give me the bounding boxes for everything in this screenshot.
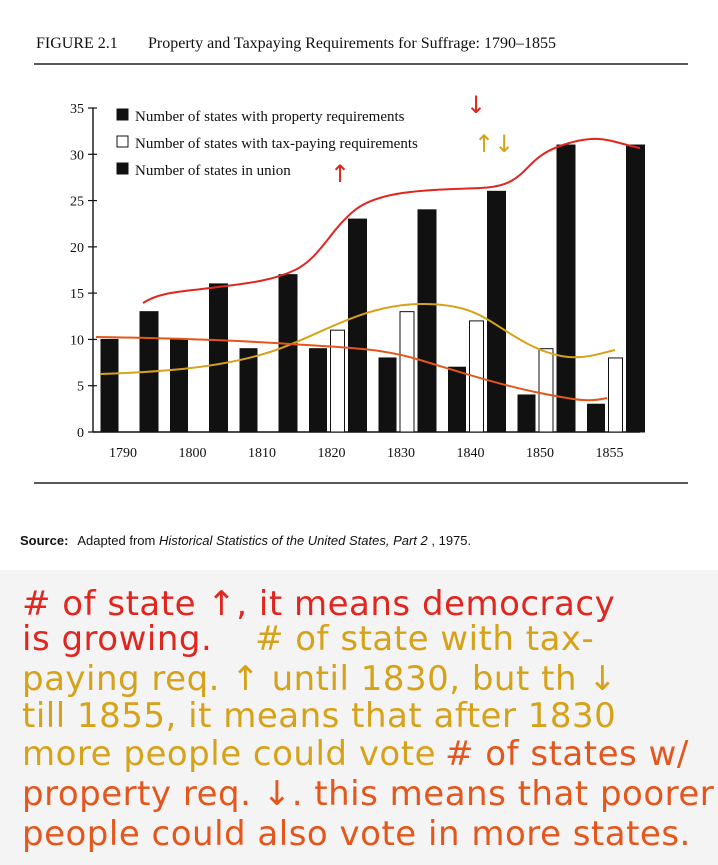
- legend-swatch: [117, 136, 128, 147]
- source-italic-title: Historical Statistics of the United States, Part 2: [158, 533, 428, 548]
- legend-entry: Number of states with property requirements: [135, 109, 405, 125]
- note-line: more people could vote: [22, 734, 436, 774]
- y-tick-label: 0: [77, 426, 84, 441]
- bar-property: [588, 404, 605, 432]
- note-line: property req. ↓. this means that poorer: [22, 774, 715, 814]
- x-tick-label: 1850: [526, 446, 554, 461]
- y-tick-label: 5: [77, 379, 84, 395]
- note-line: # of state with tax-: [255, 619, 595, 659]
- bar-union: [627, 145, 645, 432]
- y-tick-label: 30: [70, 148, 84, 164]
- note-line: # of states w/: [445, 734, 689, 774]
- y-tick-label: 35: [70, 102, 84, 117]
- bar-tax: [539, 349, 553, 432]
- bar-property: [379, 358, 396, 432]
- x-tick-label: 1800: [178, 446, 207, 461]
- x-tick-label: 1820: [317, 446, 346, 461]
- source-text-after: , 1975.: [431, 533, 472, 548]
- bar-union: [279, 275, 297, 432]
- y-tick-label: 15: [70, 287, 84, 303]
- bar-property: [518, 395, 535, 432]
- note-line: people could also vote in more states.: [22, 814, 691, 854]
- bar-union: [418, 210, 436, 432]
- bar-tax: [331, 330, 345, 432]
- bar-union: [349, 219, 367, 432]
- legend-entry: Number of states with tax-paying requirements: [135, 136, 418, 152]
- figure-title: Property and Taxpaying Requirements for Suffrage: 1790–1855: [148, 35, 556, 52]
- y-tick-label: 10: [70, 333, 84, 349]
- bar-tax: [609, 358, 623, 432]
- x-tick-label: 1830: [387, 446, 415, 461]
- bar-union: [210, 284, 228, 432]
- legend-swatch: [117, 163, 128, 174]
- bar-property: [171, 339, 188, 432]
- note-line: is growing.: [22, 619, 213, 659]
- source-text-before: Adapted from: [77, 533, 159, 548]
- y-tick-label: 20: [70, 240, 84, 256]
- note-line: till 1855, it means that after 1830: [22, 696, 617, 736]
- bar-property: [449, 367, 466, 432]
- source-line: [20, 533, 471, 548]
- x-tick-label: 1790: [109, 446, 137, 461]
- source-label: Source:: [20, 533, 69, 548]
- legend-mark-property: ↓: [466, 91, 487, 119]
- bar-tax: [400, 312, 414, 432]
- bar-property: [240, 349, 257, 432]
- note-line: # of state ↑, it means democracy: [22, 584, 616, 624]
- legend-mark-union: ↑: [330, 160, 351, 188]
- bar-property: [101, 339, 118, 432]
- legend-entry: Number of states in union: [135, 163, 291, 179]
- bar-property: [310, 349, 327, 432]
- y-tick-label: 25: [70, 194, 84, 210]
- legend-mark-tax: ↑↓: [474, 130, 515, 158]
- x-tick-label: 1840: [456, 446, 485, 461]
- legend-swatch: [117, 109, 128, 120]
- x-tick-label: 1810: [248, 446, 276, 461]
- note-line: paying req. ↑ until 1830, but th ↓: [22, 659, 618, 699]
- x-tick-label: 1855: [595, 446, 624, 461]
- bar-union: [557, 145, 575, 432]
- bar-union: [488, 191, 506, 432]
- figure-label: FIGURE 2.1: [36, 35, 118, 52]
